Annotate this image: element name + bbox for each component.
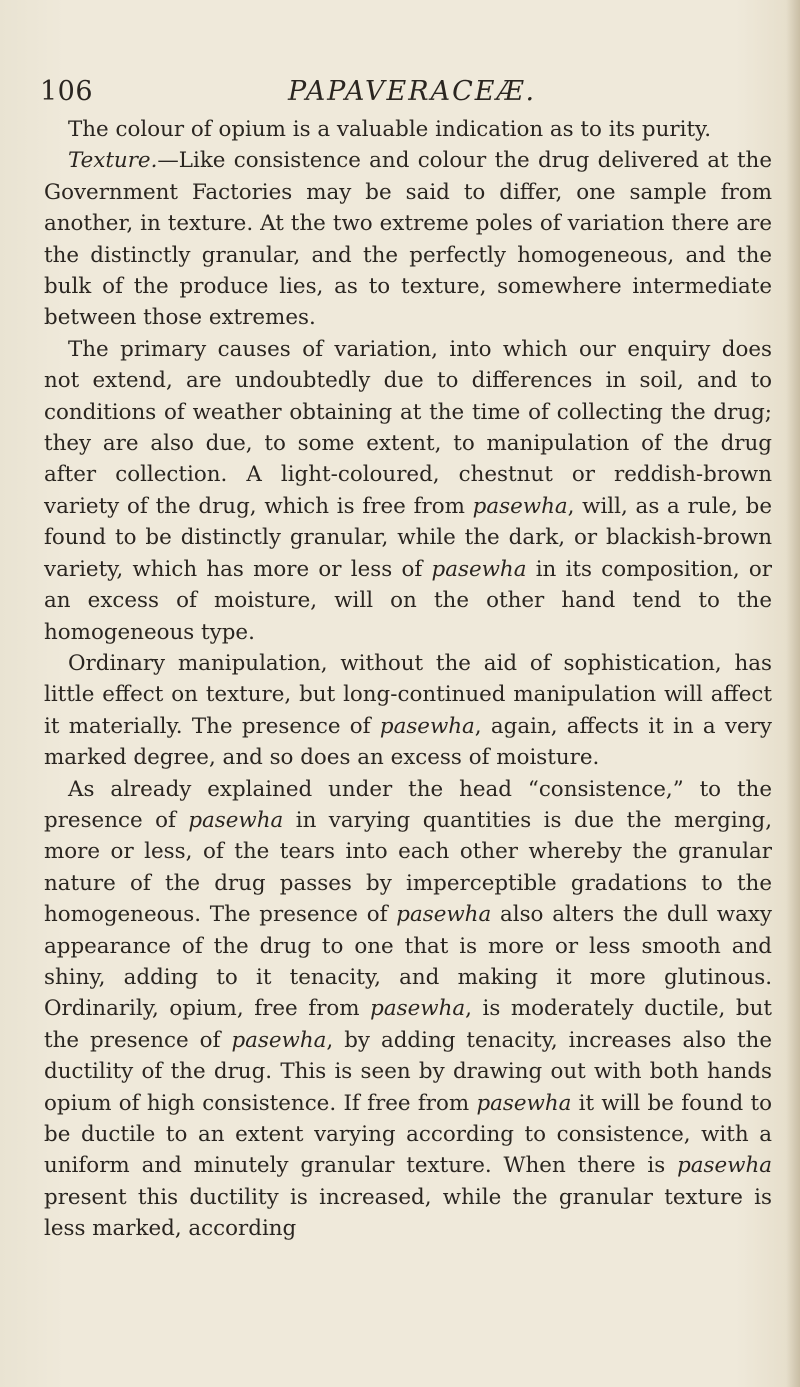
paragraph-2 (44, 145, 772, 333)
italic-term: pasewha (379, 713, 475, 739)
section-heading-texture: Texture. (68, 148, 158, 174)
paragraph-3 (44, 334, 772, 648)
italic-term: pasewha (431, 556, 527, 582)
paragraph-text: As already explained under the head “consistence,” to the presence of (44, 776, 772, 833)
italic-term: pasewha (472, 493, 568, 519)
paragraph-text: The colour of opium is a valuable indication as to its purity. (68, 117, 712, 142)
paragraph-4 (44, 648, 772, 774)
paragraph-text: in varying quantities is due the merging, more or less, of the tears into each other whereby the granular nature of the drug passes by imperceptible gradations to the homogeneous. The presence of (44, 807, 772, 928)
italic-term: pasewha (396, 902, 492, 928)
italic-term: pasewha (476, 1090, 572, 1116)
page-number: 106 (40, 76, 94, 107)
italic-term: pasewha (188, 807, 284, 833)
paragraph-text: , is moderately ductile, but the presence of (44, 996, 772, 1053)
italic-term: pasewha (677, 1153, 772, 1179)
paragraph-text: The primary causes of variation, into which our enquiry does not extend, are undoubtedly due to differences in soil, and to conditions of weather obtaining at the time of collecting the drug; they are also due, to some extent, to manipulation of the drug after collection. A light-coloured, chestnut or reddish-brown variety of the drug, which is free from (44, 336, 772, 519)
italic-term: pasewha (370, 996, 466, 1022)
running-head: PAPAVERACEÆ. (288, 76, 537, 107)
paragraph-1 (44, 114, 772, 145)
paragraph-text: , by adding tenacity, increases also the ductility of the drug. This is seen by drawing out with both hands opium of high consistence. If free from (44, 1027, 772, 1116)
italic-term: pasewha (231, 1027, 327, 1053)
paragraph-text: , will, as a rule, be found to be distinctly granular, while the dark, or blackish-brown variety, which has more or less of (44, 493, 772, 582)
paragraph-5 (44, 774, 772, 1245)
paragraph-text: it will be found to be ductile to an extent varying according to consistence, with a uniform and minutely granular texture. When there is (44, 1090, 773, 1179)
paragraph-text: Ordinary manipulation, without the aid of sophistication, has little effect on texture, but long-continued manipulation will affect it materially. The presence of (44, 650, 772, 739)
paragraph-text: , again, affects it in a very marked degree, and so does an excess of moisture. (44, 713, 772, 771)
page-header (40, 76, 780, 116)
paragraph-text: in its composition, or an excess of moisture, will on the other hand tend to the homogeneous type. (44, 556, 772, 645)
paragraph-text: also alters the dull waxy appearance of the drug to one that is more or less smooth and shiny, adding to it tenacity, and making it more glutinous. Ordinarily, opium, free from (44, 902, 772, 1022)
body-text (44, 114, 772, 1245)
paragraph-text: —Like consistence and colour the drug delivered at the Government Factories may be said to differ, one sample from another, in texture. At the two extreme poles of variation there are the distinctly granular, and the perfectly homogeneous, and the bulk of the produce lies, as to texture, somewhere intermediate between those extremes. (44, 148, 772, 331)
page-edge-shadow (786, 0, 800, 1387)
paragraph-text: present this ductility is increased, while the granular texture is less marked, according (44, 1184, 772, 1242)
